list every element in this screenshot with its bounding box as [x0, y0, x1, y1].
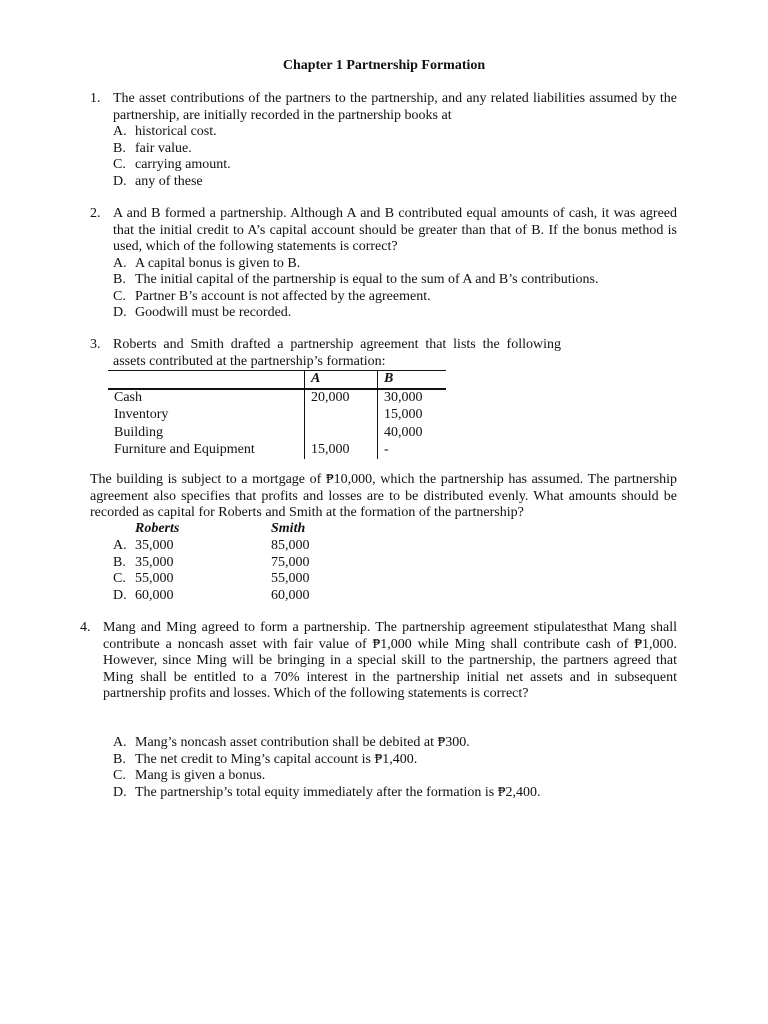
question-4-options	[113, 735, 677, 801]
option-b: B. The net credit to Ming’s capital account is ₱1,400.	[113, 751, 418, 767]
table-cell: 15,000	[378, 407, 447, 424]
option-a: A. A capital bonus is given to B.	[113, 255, 301, 271]
contributions-table	[108, 370, 446, 459]
table-header	[108, 371, 305, 390]
table-header: A	[305, 371, 378, 390]
question-stem-line-2: assets contributed at the partnership’s formation:	[113, 353, 386, 369]
table-row	[108, 425, 446, 442]
table-row	[108, 442, 446, 459]
question-stem-line-1: Roberts and Smith drafted a partnership agreement that lists the following	[113, 337, 561, 352]
table-cell: -	[378, 442, 447, 459]
table-cell: 30,000	[378, 389, 447, 407]
question-stem: Mang and Ming agreed to form a partnership. The partnership agreement stipulatesthat Mang shall contribute a noncash asset with fair value of ₱1,000 while Ming shall contribute cash of ₱1,000. However, since Ming will be bringing in a special skill to the partnership, the partners agreed that Ming shall be entitled to a 70% interest in the partnership initial net assets and in subsequent partnership profits and losses. Which of the following statements is correct?	[103, 620, 677, 701]
table-row	[108, 407, 446, 424]
question-stem: The asset contributions of the partners to the partnership, and any related liabilities assumed by the partnership, are initially recorded in the partnership books at	[113, 91, 677, 123]
document-page: Chapter 1 Partnership Formation 1. The asset contributions of the partners to the partnership, and any related liabilities assumed by the partnership, are initially recorded in the partnership books at A. historical cost. B. fair value. C. carrying amount. D. any of these 2. A and B formed a partnership. Although A and B contributed equal amounts of cash, it was agreed that the initial credit to A’s capital account should be greater than that of B. If the bonus method is used, which of the following statements is correct? A. A capital bonus is given to B. B. The initial capital of the partnership is equal to the sum of A and B’s contributions. C. Partner B’s account is not affected by the agreement. D. Goodwill must be recorded. 3. Roberts and Smith drafted a partnership agreement that lists the following assets contributed at the partnership’s formation: A B Cash 20,000 30,000 Inventory 15,000 Building 40,000 Furniture and Equipment 15,000 - The building is subject to a mortgage of ₱10,000, which the partnership has assumed. The partnership agreement also specifies that profits and losses are to be distributed evenly. What amounts should be recorded as capital for Roberts and Smith at the formation of the partnership? Roberts Smith A. 35,000 85,000 B. 35,000 75,000 C. 55,000 55,000 D. 60,000 60,000 4. Mang and Ming agreed to form a partnership. The partnership agreement stipulatesthat Mang shall contribute a noncash asset with fair value of ₱1,000 while Ming shall contribute cash of ₱1,000. However, since Ming will be bringing in a special skill to the partnership, the partners agreed that Ming shall be entitled to a 70% interest in the partnership initial net assets and in subsequent partnership profits and losses. Which of the following statements is correct? A. Mang’s noncash asset contribution shall be debited at ₱300. B. The net credit to Ming’s capital account is ₱1,400. C. Mang is given a bonus. D. The partnership’s total equity immediately after the formation is ₱2,400.	[0, 0, 768, 1024]
table-cell: 40,000	[378, 425, 447, 442]
question-number: 3.	[90, 337, 101, 352]
question-number: 4.	[80, 620, 91, 635]
table-cell: Furniture and Equipment	[114, 441, 255, 457]
option-d: D. Goodwill must be recorded.	[113, 305, 292, 320]
question-3	[90, 337, 570, 370]
page-title: Chapter 1 Partnership Formation	[282, 58, 486, 73]
table-row	[108, 389, 446, 407]
table-cell: Building	[114, 424, 164, 440]
table-header-row	[108, 371, 446, 390]
question-3-paragraph: The building is subject to a mortgage of ₱10,000, which the partnership has assumed. The partnership agreement also specifies that profits and losses are to be distributed evenly. What amounts should be recorded as capital for Roberts and Smith at the formation of the partnership?	[90, 472, 677, 520]
option-c: C. carrying amount.	[113, 157, 231, 172]
option-a: A. Mang’s noncash asset contribution shall be debited at ₱300.	[113, 735, 470, 750]
option-d: D. The partnership’s total equity immediately after the formation is ₱2,400.	[113, 784, 541, 800]
option-a: A. historical cost.	[113, 124, 217, 139]
table-cell: 15,000	[305, 442, 378, 459]
question-2	[90, 206, 677, 322]
answer-header-smith: Smith	[271, 521, 306, 536]
table-header: B	[378, 371, 447, 390]
table-cell	[305, 425, 378, 442]
option-b: B. fair value.	[113, 140, 192, 156]
table-cell: Inventory	[114, 407, 169, 423]
option-b: B. The initial capital of the partnership is equal to the sum of A and B’s contributions.	[113, 272, 599, 287]
option-c: C. Partner B’s account is not affected by the agreement.	[113, 288, 431, 304]
table-cell	[305, 407, 378, 424]
question-number: 2.	[90, 206, 101, 221]
option-d: D. any of these	[113, 173, 203, 189]
table-cell: 20,000	[305, 389, 378, 407]
answer-header-roberts: Roberts	[135, 521, 180, 536]
table-cell: Cash	[114, 390, 142, 406]
question-stem: A and B formed a partnership. Although A and B contributed equal amounts of cash, it was agreed that the initial credit to A’s capital account should be greater than that of B. If the bonus method is used, which of the following statements is correct?	[113, 206, 677, 254]
question-4	[80, 620, 677, 703]
question-1	[90, 91, 677, 190]
question-number: 1.	[90, 91, 101, 106]
option-c: C. Mang is given a bonus.	[113, 768, 266, 783]
